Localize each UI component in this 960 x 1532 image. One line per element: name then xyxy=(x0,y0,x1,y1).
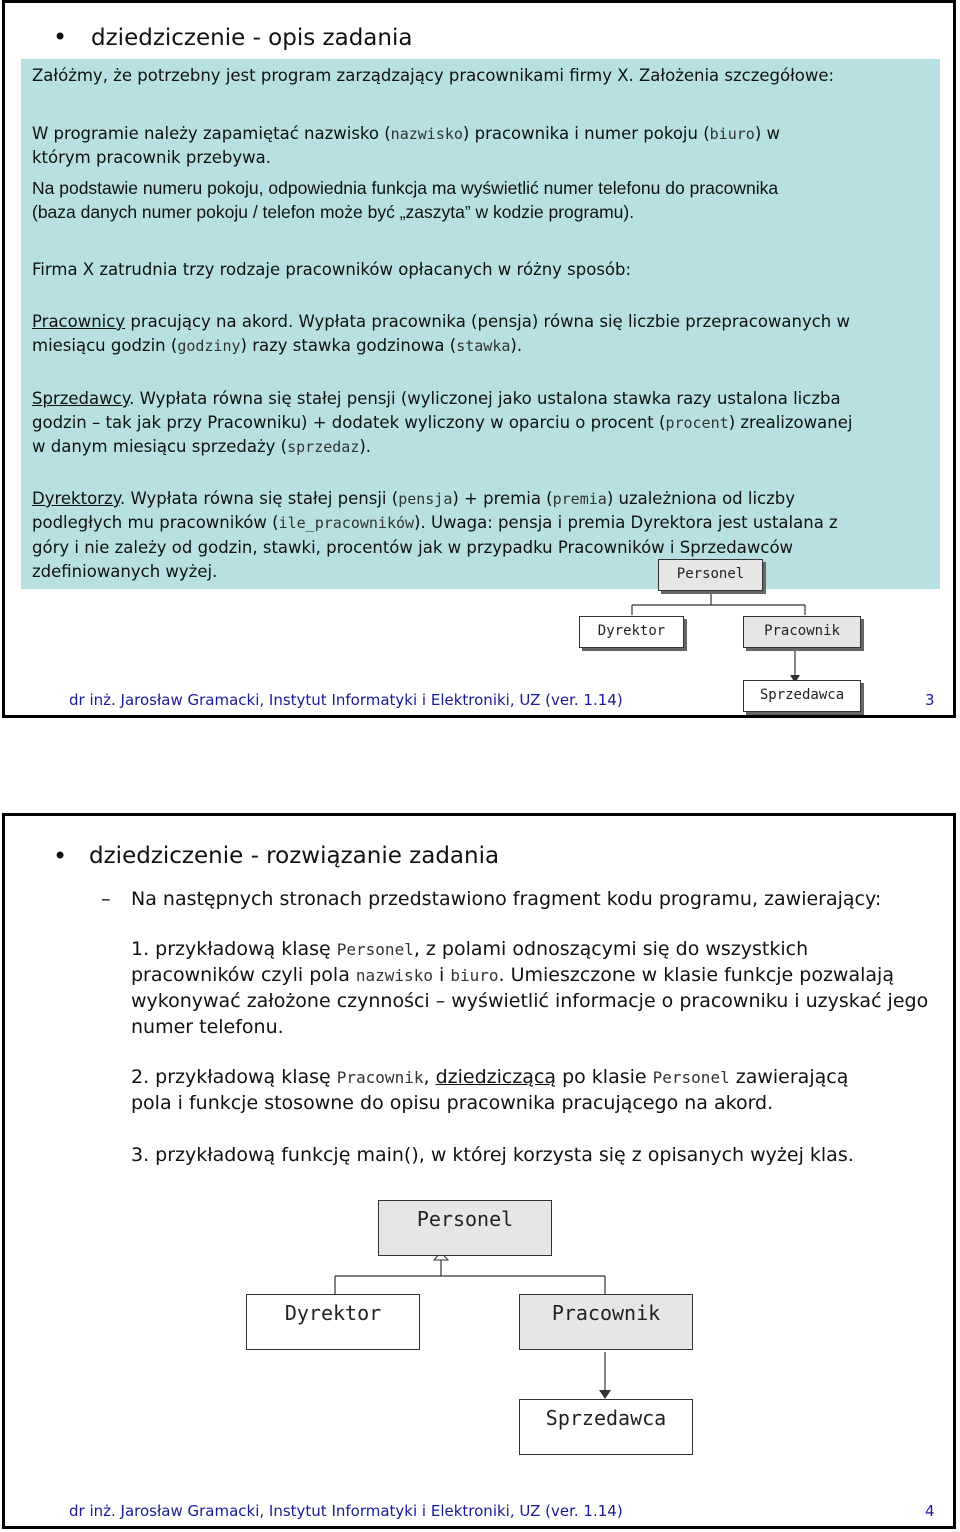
paragraph-1-line-1: W programie należy zapamiętać nazwisko (nazwisko) pracownika i numer pokoju (biuro) w xyxy=(32,124,780,143)
code-pracownik: Pracownik xyxy=(336,1068,424,1087)
class-box-personel: Personel xyxy=(378,1200,552,1256)
term-sprzedawcy: Sprzedawcy xyxy=(32,389,130,408)
class-box-dyrektor: Dyrektor xyxy=(246,1294,420,1350)
class-diagram-connectors-large xyxy=(5,816,959,1532)
class-box-sprzedawca: Sprzedawca xyxy=(519,1399,693,1455)
code-procent: procent xyxy=(665,414,729,432)
intro-text: Załóżmy, że potrzebny jest program zarządzający pracownikami firmy X. Założenia szczegółowe: xyxy=(32,66,835,85)
page-number: 4 xyxy=(925,1502,935,1520)
footer-author: dr inż. Jarosław Gramacki, Instytut Informatyki i Elektroniki, UZ (ver. 1.14) xyxy=(69,691,623,709)
code-pensja: pensja xyxy=(398,490,453,508)
subtitle: Na następnych stronach przedstawiono fragment kodu programu, zawierający: xyxy=(131,888,882,910)
class-box-sprzedawca: Sprzedawca xyxy=(743,680,861,712)
paragraph-pracownicy-line-2: miesiącu godzin (godziny) razy stawka godzinowa (stawka). xyxy=(32,336,523,355)
code-biuro: biuro xyxy=(709,125,755,143)
class-diagram-connectors xyxy=(5,3,959,721)
slide-title: dziedziczenie - rozwiązanie zadania xyxy=(89,843,500,869)
code-personel-2: Personel xyxy=(652,1068,730,1087)
slide-3 xyxy=(2,0,956,718)
item-2-line-2: pola i funkcje stosowne do opisu pracownika pracującego na akord. xyxy=(131,1092,774,1114)
item-2-line-1: 2. przykładową klasę Pracownik, dziedziczącą po klasie Personel zawierającą xyxy=(131,1066,849,1088)
class-box-pracownik: Pracownik xyxy=(743,616,861,648)
item-1-line-1: 1. przykładową klasę Personel, z polami odnoszącymi się do wszystkich xyxy=(131,938,809,960)
code-godziny: godziny xyxy=(177,337,241,355)
paragraph-sprzedawcy-line-2: godzin – tak jak przy Pracowniku) + dodatek wyliczony w oparciu o procent (procent) zrealizowanej xyxy=(32,413,853,432)
item-1-line-4: numer telefonu. xyxy=(131,1016,284,1038)
paragraph-sprzedawcy-line-3: w danym miesiącu sprzedaży (sprzedaz). xyxy=(32,437,372,456)
code-stawka: stawka xyxy=(456,337,511,355)
item-1-line-2: pracowników czyli pola nazwisko i biuro. Umieszczone w klasie funkcje pozwalają xyxy=(131,964,894,986)
term-dyrektorzy: Dyrektorzy xyxy=(32,489,121,508)
item-3: 3. przykładową funkcję main(), w której korzysta się z opisanych wyżej klas. xyxy=(131,1144,854,1166)
footer-author: dr inż. Jarosław Gramacki, Instytut Informatyki i Elektroniki, UZ (ver. 1.14) xyxy=(69,1502,623,1520)
paragraph-2-line-1: Na podstawie numeru pokoju, odpowiednia funkcja ma wyświetlić numer telefonu do pracownika xyxy=(32,178,779,198)
code-nazwisko: nazwisko xyxy=(390,125,463,143)
slide-title: dziedziczenie - opis zadania xyxy=(91,25,413,51)
paragraph-dyrektorzy-line-1: Dyrektorzy. Wypłata równa się stałej pensji (pensja) + premia (premia) uzależniona od liczby xyxy=(32,489,796,508)
code-nazwisko: nazwisko xyxy=(355,966,433,985)
slide-4 xyxy=(2,813,956,1529)
code-ile-pracownikow: ile_pracowników xyxy=(278,514,415,532)
code-sprzedaz: sprzedaz xyxy=(287,438,360,456)
bullet-icon: • xyxy=(53,842,68,870)
term-dziedziczaca: dziedziczącą xyxy=(435,1066,557,1088)
paragraph-dyrektorzy-line-2: podległych mu pracowników (ile_pracowników). Uwaga: pensja i premia Dyrektora jest ustalana z xyxy=(32,513,838,532)
class-box-pracownik: Pracownik xyxy=(519,1294,693,1350)
page-number: 3 xyxy=(925,691,935,709)
paragraph-sprzedawcy-line-1: Sprzedawcy. Wypłata równa się stałej pensji (wyliczonej jako ustalona stawka razy ustalona liczba xyxy=(32,389,841,408)
paragraph-1-line-2: którym pracownik przebywa. xyxy=(32,148,272,167)
class-box-dyrektor: Dyrektor xyxy=(579,616,684,648)
class-box-personel: Personel xyxy=(658,559,763,591)
code-biuro: biuro xyxy=(450,966,499,985)
code-personel: Personel xyxy=(336,940,414,959)
dash-icon: – xyxy=(101,888,111,910)
paragraph-dyrektorzy-line-3: góry i nie zależy od godzin, stawki, procentów jak w przypadku Pracowników i Sprzedawców xyxy=(32,538,794,557)
item-1-line-3: wykonywać założone czynności – wyświetlić informacje o pracowniku i uzyskać jego xyxy=(131,990,929,1012)
paragraph-3: Firma X zatrudnia trzy rodzaje pracowników opłacanych w różny sposób: xyxy=(32,260,632,279)
code-premia: premia xyxy=(552,490,607,508)
paragraph-pracownicy-line-1: Pracownicy pracujący na akord. Wypłata pracownika (pensja) równa się liczbie przepracowanych w xyxy=(32,312,851,331)
paragraph-dyrektorzy-line-4: zdefiniowanych wyżej. xyxy=(32,562,218,581)
term-pracownicy: Pracownicy xyxy=(32,312,126,331)
paragraph-2-line-2: (baza danych numer pokoju / telefon może być „zaszyta” w kodzie programu). xyxy=(32,202,635,222)
bullet-icon: • xyxy=(53,23,68,51)
